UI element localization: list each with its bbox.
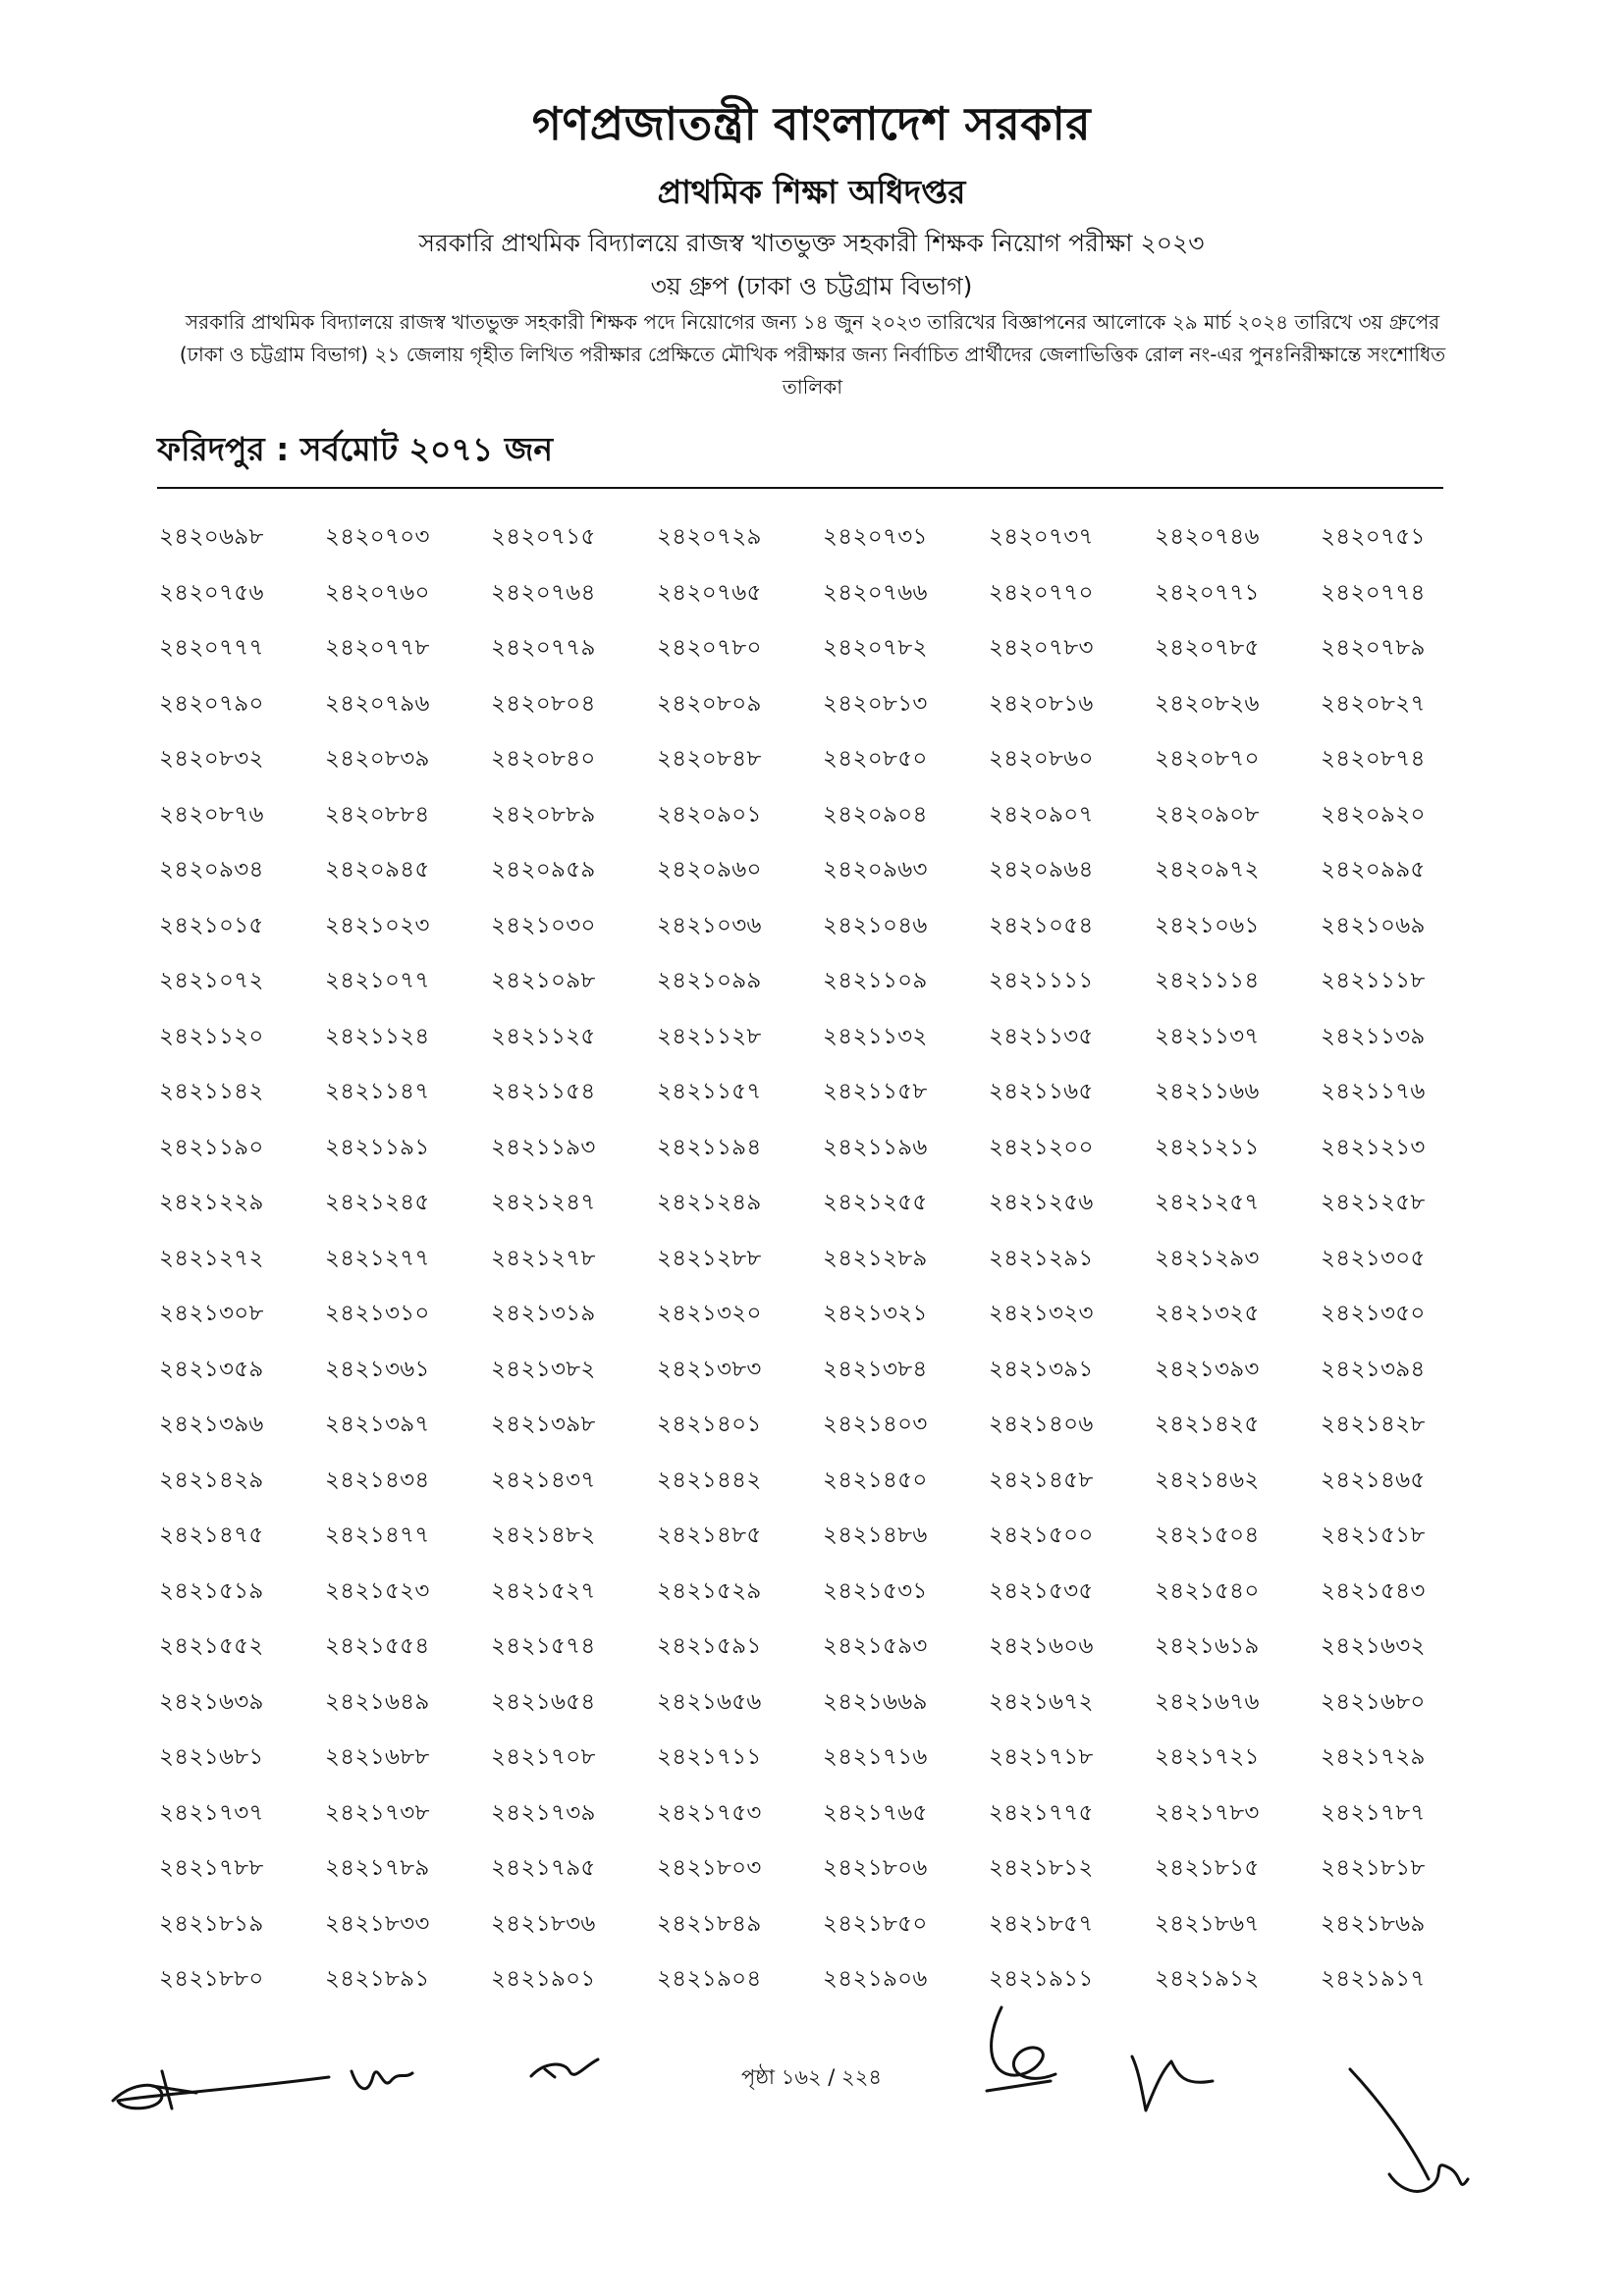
roll-number: ২৪২১২৫৭	[1155, 1190, 1260, 1215]
signature-4	[972, 1998, 1070, 2106]
roll-number: ২৪২১২৭২	[159, 1245, 264, 1271]
roll-number: ২৪২১৭৩৭	[159, 1799, 264, 1826]
divider	[157, 487, 1443, 489]
roll-number: ২৪২১৪৫৮	[989, 1467, 1094, 1493]
roll-number: ২৪২১৪০৩	[823, 1412, 928, 1437]
roll-number: ২৪২১৬৫৪	[491, 1688, 596, 1715]
roll-number: ২৪২১৪৬৫	[1321, 1467, 1426, 1493]
roll-number: ২৪২১৬৩৯	[159, 1688, 264, 1715]
notice-paragraph: সরকারি প্রাথমিক বিদ্যালয়ে রাজস্ব খাতভুক্ত সহকারী শিক্ষক পদে নিয়োগের জন্য ১৪ জুন ২০২৩ তারিখের বিজ্ঞাপনের আলোকে ২৯ মার্চ ২০২৪ তারিখে ৩য় গ্রুপের (ঢাকা ও চট্টগ্রাম বিভাগ) ২১ জেলায় গৃহীত লিখিত পরীক্ষার প্রেক্ষিতে মৌখিক পরীক্ষার জন্য নির্বাচিত প্রার্থীদের জেলাভিত্তিক রোল নং-এর পুনঃনিরীক্ষান্তে সংশোধিত তালিকা	[179, 310, 1446, 399]
roll-number: ২৪২১৫২৯	[657, 1577, 762, 1604]
roll-number: ২৪২১৩০৫	[1321, 1245, 1426, 1271]
roll-number: ২৪২১০৩০	[491, 912, 596, 938]
roll-number: ২৪২০৯০৭	[989, 801, 1094, 828]
roll-number: ২৪২১৩৯৬	[159, 1412, 264, 1437]
roll-number: ২৪২১৯১২	[1155, 1966, 1260, 1992]
roll-number: ২৪২১২৫৫	[823, 1190, 928, 1215]
roll-number: ২৪২১৪২৫	[1155, 1412, 1260, 1437]
roll-number: ২৪২০৯০১	[657, 801, 762, 828]
government-title: গণপ্রজাতন্ত্রী বাংলাদেশ সরকার	[531, 97, 1092, 150]
group-title: ৩য় গ্রুপ (ঢাকা ও চট্টগ্রাম বিভাগ)	[650, 272, 973, 300]
roll-number: ২৪২০৯২০	[1321, 801, 1426, 828]
roll-number: ২৪২০৭১৫	[491, 524, 596, 550]
roll-number: ২৪২১২৪৯	[657, 1190, 762, 1215]
roll-number: ২৪২১৭২১	[1155, 1744, 1260, 1770]
roll-number: ২৪২১১৫৭	[657, 1079, 762, 1104]
roll-number: ২৪২১৬৬৯	[823, 1688, 928, 1715]
roll-number: ২৪২১৫১৯	[159, 1577, 264, 1604]
roll-number: ২৪২০৯৭২	[1155, 857, 1260, 882]
roll-number: ২৪২১০৭৭	[325, 968, 430, 993]
roll-number: ২৪২১১০৯	[823, 968, 928, 993]
roll-number: ২৪২০৭০৩	[325, 524, 430, 550]
roll-number: ২৪২১৭০৮	[491, 1744, 596, 1770]
roll-number: ২৪২১৩০৮	[159, 1301, 264, 1326]
roll-number: ২৪২১৪৮৫	[657, 1522, 762, 1548]
roll-number: ২৪২১৪৬২	[1155, 1467, 1260, 1493]
roll-number: ২৪২১৬৩২	[1321, 1633, 1426, 1659]
roll-number: ২৪২১৫৩১	[823, 1577, 928, 1604]
roll-number: ২৪২০৭৪৬	[1155, 524, 1260, 550]
roll-number: ২৪২১২৭৮	[491, 1245, 596, 1271]
roll-number: ২৪২০৮১৩	[823, 690, 928, 717]
roll-number: ২৪২১৫১৮	[1321, 1522, 1426, 1548]
roll-number: ২৪২১০৯৮	[491, 968, 596, 993]
roll-number: ২৪২১৩২১	[823, 1301, 928, 1326]
roll-number: ২৪২১৬৮০	[1321, 1688, 1426, 1715]
roll-number: ২৪২১০৬১	[1155, 912, 1260, 938]
roll-number: ২৪২০৯৬০	[657, 857, 762, 882]
roll-number: ২৪২১৭১১	[657, 1744, 762, 1770]
roll-number: ২৪২০৭৭৭	[159, 635, 264, 661]
roll-number: ২৪২১৫২৩	[325, 1577, 430, 1604]
roll-number: ২৪২১৮৮০	[159, 1966, 264, 1992]
roll-number: ২৪২০৮৬০	[989, 746, 1094, 772]
roll-number: ২৪২১৬৭২	[989, 1688, 1094, 1715]
roll-number: ২৪২১২১১	[1155, 1134, 1260, 1160]
roll-number: ২৪২১৫২৭	[491, 1577, 596, 1604]
roll-number: ২৪২১৯০৪	[657, 1966, 762, 1992]
roll-number: ২৪২০৭৮৫	[1155, 635, 1260, 661]
roll-number: ২৪২১১৩৯	[1321, 1023, 1426, 1049]
roll-number: ২৪২১৩৫৯	[159, 1356, 264, 1382]
roll-number: ২৪২১৪০৬	[989, 1412, 1094, 1437]
roll-number: ২৪২১৬৮৮	[325, 1744, 430, 1770]
roll-number: ২৪২১৫৫২	[159, 1633, 264, 1659]
roll-number: ২৪২০৮৮৪	[325, 801, 430, 828]
roll-number: ২৪২১১৯৪	[657, 1134, 762, 1160]
roll-number: ২৪২১৮৯১	[325, 1966, 430, 1992]
roll-number: ২৪২১৫৫৪	[325, 1633, 430, 1659]
roll-number: ২৪২১৫০০	[989, 1522, 1094, 1548]
roll-number: ২৪২১২০০	[989, 1134, 1094, 1160]
roll-number: ২৪২১৬৭৬	[1155, 1688, 1260, 1715]
roll-number: ২৪২১৩৯৭	[325, 1412, 430, 1437]
roll-number: ২৪২১৪২৯	[159, 1467, 264, 1493]
roll-number: ২৪২০৭৩১	[823, 524, 928, 550]
roll-number: ২৪২১৭১৮	[989, 1744, 1094, 1770]
roll-number: ২৪২১২২৯	[159, 1190, 264, 1215]
roll-number: ২৪২১২৮৯	[823, 1245, 928, 1271]
roll-number: ২৪২১২৪৫	[325, 1190, 430, 1215]
roll-number: ২৪২১৮৩৬	[491, 1910, 596, 1937]
roll-number: ২৪২০৮৩৯	[325, 746, 430, 772]
roll-number: ২৪২১৮৫৭	[989, 1910, 1094, 1937]
roll-number: ২৪২১৩৯৩	[1155, 1356, 1260, 1382]
roll-number: ২৪২১৮০৩	[657, 1855, 762, 1881]
roll-number: ২৪২১১২০	[159, 1023, 264, 1049]
roll-number: ২৪২০৭৬৪	[491, 579, 596, 606]
roll-number: ২৪২১২৭৭	[325, 1245, 430, 1271]
roll-number: ২৪২১৭৫৩	[657, 1799, 762, 1826]
roll-number: ২৪২০৯৪৫	[325, 857, 430, 882]
directorate-title: প্রাথমিক শিক্ষা অধিদপ্তর	[657, 173, 966, 211]
signature-3	[525, 2042, 604, 2091]
roll-number: ২৪২১৯১১	[989, 1966, 1094, 1992]
roll-number: ২৪২১১৩৫	[989, 1023, 1094, 1049]
roll-number: ২৪২০৭৭১	[1155, 579, 1260, 606]
roll-number: ২৪২১১৪৭	[325, 1079, 430, 1104]
roll-number: ২৪২১৮৪৯	[657, 1910, 762, 1937]
roll-number: ২৪২১৭৮৯	[325, 1855, 430, 1881]
roll-number: ২৪২১২৫৬	[989, 1190, 1094, 1215]
roll-number: ২৪২১৭৩৯	[491, 1799, 596, 1826]
roll-number: ২৪২১৫৪০	[1155, 1577, 1260, 1604]
roll-number: ২৪২০৯৫৯	[491, 857, 596, 882]
roll-number: ২৪২১১১৮	[1321, 968, 1426, 993]
signature-6	[1340, 2061, 1478, 2209]
roll-number: ২৪২১১৩২	[823, 1023, 928, 1049]
signature-5	[1124, 2042, 1222, 2120]
roll-number: ২৪২০৮৩২	[159, 746, 264, 772]
roll-number: ২৪২০৭৬০	[325, 579, 430, 606]
signature-2	[344, 2052, 422, 2110]
roll-number: ২৪২১২৯১	[989, 1245, 1094, 1271]
roll-number: ২৪২০৮২৬	[1155, 690, 1260, 717]
roll-number: ২৪২১০৫৪	[989, 912, 1094, 938]
roll-number: ২৪২১২৮৮	[657, 1245, 762, 1271]
roll-number: ২৪২১৬৮১	[159, 1744, 264, 1770]
roll-number-grid	[159, 522, 1475, 2020]
roll-number: ২৪২১৩৮২	[491, 1356, 596, 1382]
roll-number: ২৪২১৪৫০	[823, 1467, 928, 1493]
roll-number: ২৪২১০২৩	[325, 912, 430, 938]
roll-number: ২৪২১৭৮৭	[1321, 1799, 1426, 1826]
roll-number: ২৪২১১৯১	[325, 1134, 430, 1160]
roll-number: ২৪২১৫৯১	[657, 1633, 762, 1659]
roll-number: ২৪২১১৬৫	[989, 1079, 1094, 1104]
roll-number: ২৪২১১২৮	[657, 1023, 762, 1049]
roll-number: ২৪২০৭৭৮	[325, 635, 430, 661]
roll-number: ২৪২১৮০৬	[823, 1855, 928, 1881]
roll-number: ২৪২১৬৪৯	[325, 1688, 430, 1715]
roll-number: ২৪২১৪৪২	[657, 1467, 762, 1493]
roll-number: ২৪২১০১৫	[159, 912, 264, 938]
roll-number: ২৪২১১১১	[989, 968, 1094, 993]
roll-number: ২৪২০৯৬৪	[989, 857, 1094, 882]
roll-number: ২৪২১১১৪	[1155, 968, 1260, 993]
roll-number: ২৪২০৯৬৩	[823, 857, 928, 882]
roll-number: ২৪২০৮১৬	[989, 690, 1094, 717]
roll-number: ২৪২১৮১৫	[1155, 1855, 1260, 1881]
roll-number: ২৪২১৭২৯	[1321, 1744, 1426, 1770]
roll-number: ২৪২০৬৯৮	[159, 524, 264, 550]
roll-number: ২৪২০৯৯৫	[1321, 857, 1426, 882]
exam-title: সরকারি প্রাথমিক বিদ্যালয়ে রাজস্ব খাতভুক্ত সহকারী শিক্ষক নিয়োগ পরীক্ষা ২০২৩	[418, 229, 1205, 257]
roll-number: ২৪২১৭৮৩	[1155, 1799, 1260, 1826]
roll-number: ২৪২০৮৭০	[1155, 746, 1260, 772]
roll-number: ২৪২০৭৮০	[657, 635, 762, 661]
roll-number: ২৪২০৭৮৯	[1321, 635, 1426, 661]
roll-number: ২৪২১৩২০	[657, 1301, 762, 1326]
roll-number: ২৪২১১৪২	[159, 1079, 264, 1104]
page-number: পৃষ্ঠা ১৬২ / ২২৪	[741, 2065, 882, 2089]
roll-number: ২৪২১৭৬৫	[823, 1799, 928, 1826]
roll-number: ২৪২১৩২৫	[1155, 1301, 1260, 1326]
roll-number: ২৪২০৮৭৪	[1321, 746, 1426, 772]
roll-number: ২৪২১৩২৩	[989, 1301, 1094, 1326]
roll-number: ২৪২১০৭২	[159, 968, 264, 993]
roll-number: ২৪২১৩৬১	[325, 1356, 430, 1382]
roll-number: ২৪২১২৯৩	[1155, 1245, 1260, 1271]
roll-number: ২৪২০৮৪০	[491, 746, 596, 772]
roll-number: ২৪২১৩৯৮	[491, 1412, 596, 1437]
roll-number: ২৪২০৮০৯	[657, 690, 762, 717]
roll-number: ২৪২১১৫৮	[823, 1079, 928, 1104]
roll-number: ২৪২০৮৫০	[823, 746, 928, 772]
district-heading: ফরিদপুর : সর্বমোট ২০৭১ জন	[157, 430, 554, 468]
roll-number: ২৪২১৪৩৭	[491, 1467, 596, 1493]
roll-number: ২৪২১৮১৯	[159, 1910, 264, 1937]
signature-1	[103, 2042, 339, 2120]
roll-number: ২৪২১৪০১	[657, 1412, 762, 1437]
roll-number: ২৪২০৭৫৬	[159, 579, 264, 606]
roll-number: ২৪২১৫৩৫	[989, 1577, 1094, 1604]
roll-number: ২৪২১১৯০	[159, 1134, 264, 1160]
roll-number: ২৪২১৭৯৫	[491, 1855, 596, 1881]
roll-number: ২৪২০৭২৯	[657, 524, 762, 550]
roll-number: ২৪২০৭৫১	[1321, 524, 1426, 550]
roll-number: ২৪২১১৫৪	[491, 1079, 596, 1104]
roll-number: ২৪২১৯০১	[491, 1966, 596, 1992]
roll-number: ২৪২১৮৩৩	[325, 1910, 430, 1937]
roll-number: ২৪২১৫৭৪	[491, 1633, 596, 1659]
roll-number: ২৪২১২৪৭	[491, 1190, 596, 1215]
roll-number: ২৪২১৩৯১	[989, 1356, 1094, 1382]
roll-number: ২৪২০৭৭০	[989, 579, 1094, 606]
roll-number: ২৪২১৫৪৩	[1321, 1577, 1426, 1604]
roll-number: ২৪২০৭৭৯	[491, 635, 596, 661]
roll-number: ২৪২১৪৩৪	[325, 1467, 430, 1493]
roll-number: ২৪২১৫৯৩	[823, 1633, 928, 1659]
roll-number: ২৪২১০৩৬	[657, 912, 762, 938]
roll-number: ২৪২১১২৪	[325, 1023, 430, 1049]
roll-number: ২৪২০৭৬৬	[823, 579, 928, 606]
roll-number: ২৪২১৯০৬	[823, 1966, 928, 1992]
roll-number: ২৪২১৮৬৭	[1155, 1910, 1260, 1937]
roll-number: ২৪২১৭৭৫	[989, 1799, 1094, 1826]
roll-number: ২৪২১১২৫	[491, 1023, 596, 1049]
roll-number: ২৪২১৮১৮	[1321, 1855, 1426, 1881]
roll-number: ২৪২১৬০৬	[989, 1633, 1094, 1659]
roll-number: ২৪২১৭১৬	[823, 1744, 928, 1770]
roll-number: ২৪২১৫০৪	[1155, 1522, 1260, 1548]
roll-number: ২৪২০৭৩৭	[989, 524, 1094, 550]
roll-number: ২৪২০৭৮৩	[989, 635, 1094, 661]
roll-number: ২৪২১৪২৮	[1321, 1412, 1426, 1437]
roll-number: ২৪২০৮৮৯	[491, 801, 596, 828]
roll-number: ২৪২০৮০৪	[491, 690, 596, 717]
roll-number: ২৪২১১৯৩	[491, 1134, 596, 1160]
roll-number: ২৪২১৬১৯	[1155, 1633, 1260, 1659]
roll-number: ২৪২১৪৭৭	[325, 1522, 430, 1548]
roll-number: ২৪২১২১৩	[1321, 1134, 1426, 1160]
roll-number: ২৪২০৭৯০	[159, 690, 264, 717]
roll-number: ২৪২১৩৮৪	[823, 1356, 928, 1382]
roll-number: ২৪২১০৪৬	[823, 912, 928, 938]
roll-number: ২৪২১১৩৭	[1155, 1023, 1260, 1049]
roll-number: ২৪২০৯৩৪	[159, 857, 264, 882]
roll-number: ২৪২০৯০৪	[823, 801, 928, 828]
roll-number: ২৪২০৮৭৬	[159, 801, 264, 828]
roll-number: ২৪২১৩৯৪	[1321, 1356, 1426, 1382]
roll-number: ২৪২১০৯৯	[657, 968, 762, 993]
roll-number: ২৪২১৪৮৬	[823, 1522, 928, 1548]
roll-number: ২৪২০৭৮২	[823, 635, 928, 661]
roll-number: ২৪২০৭৬৫	[657, 579, 762, 606]
roll-number: ২৪২১১৬৬	[1155, 1079, 1260, 1104]
roll-number: ২৪২১৩১৯	[491, 1301, 596, 1326]
roll-number: ২৪২০৭৯৬	[325, 690, 430, 717]
roll-number: ২৪২০৯০৮	[1155, 801, 1260, 828]
roll-number: ২৪২১১৭৬	[1321, 1079, 1426, 1104]
roll-number: ২৪২১৯১৭	[1321, 1966, 1426, 1992]
roll-number: ২৪২০৮২৭	[1321, 690, 1426, 717]
roll-number: ২৪২১০৬৯	[1321, 912, 1426, 938]
roll-number: ২৪২১৮৫০	[823, 1910, 928, 1937]
roll-number: ২৪২১৭৮৮	[159, 1855, 264, 1881]
roll-number: ২৪২১৮৬৯	[1321, 1910, 1426, 1937]
roll-number: ২৪২১৩৫০	[1321, 1301, 1426, 1326]
roll-number: ২৪২০৭৭৪	[1321, 579, 1426, 606]
roll-number: ২৪২১৭৩৮	[325, 1799, 430, 1826]
roll-number: ২৪২১২৫৮	[1321, 1190, 1426, 1215]
roll-number: ২৪২১১৯৬	[823, 1134, 928, 1160]
roll-number: ২৪২০৮৪৮	[657, 746, 762, 772]
roll-number: ২৪২১৩৮৩	[657, 1356, 762, 1382]
roll-number: ২৪২১৮১২	[989, 1855, 1094, 1881]
roll-number: ২৪২১৪৮২	[491, 1522, 596, 1548]
roll-number: ২৪২১৩১০	[325, 1301, 430, 1326]
roll-number: ২৪২১৪৭৫	[159, 1522, 264, 1548]
roll-number: ২৪২১৬৫৬	[657, 1688, 762, 1715]
